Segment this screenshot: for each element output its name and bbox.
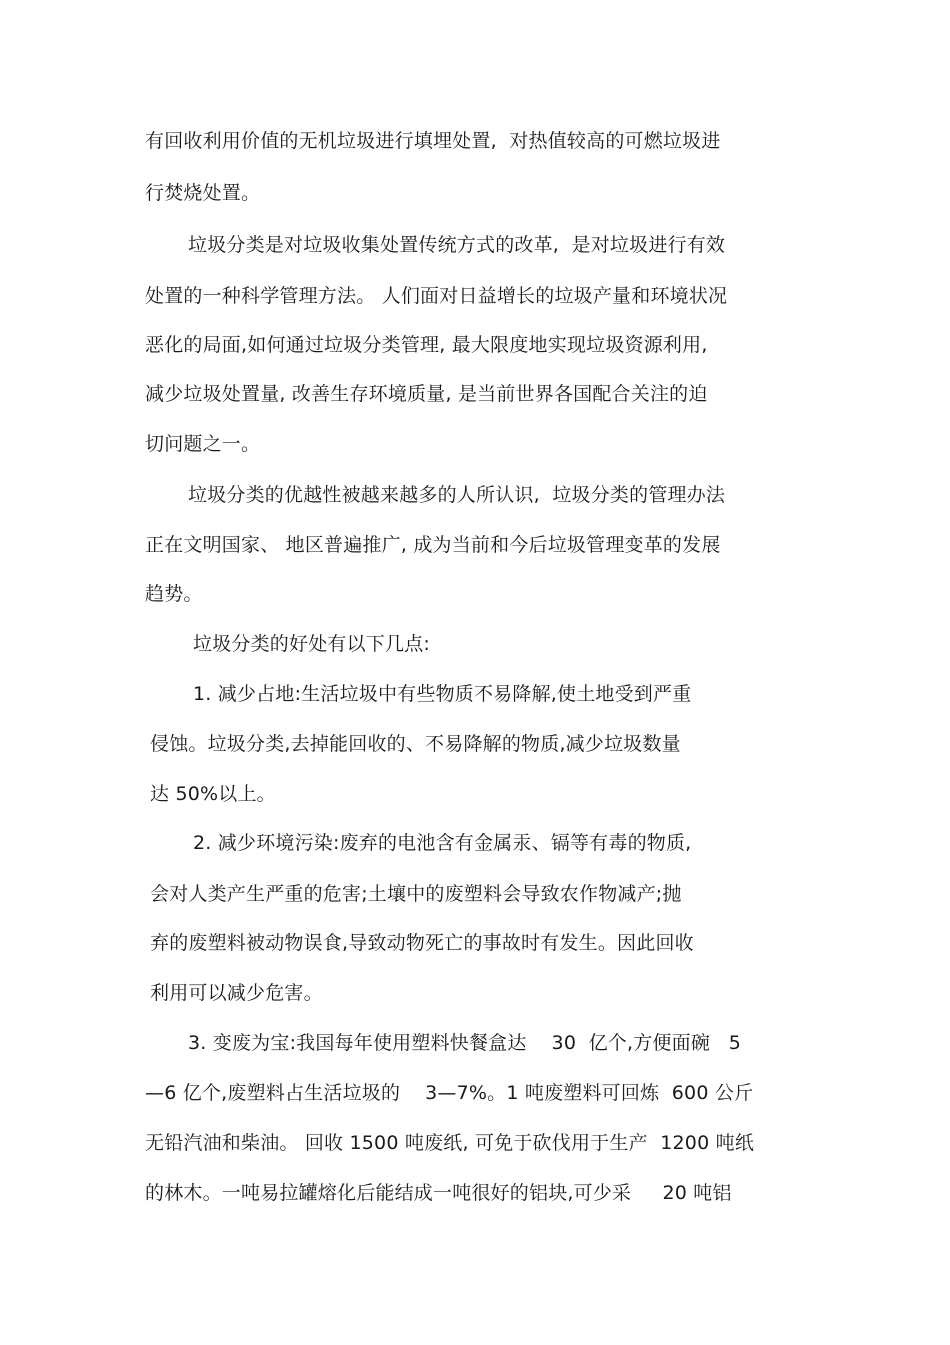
text-line: 减少垃圾处置量, 改善生存环境质量, 是当前世界各国配合关注的迫 <box>145 383 708 405</box>
list-heading: 垃圾分类的好处有以下几点: <box>193 633 431 655</box>
text-line: 正在文明国家、 地区普遍推广, 成为当前和今后垃圾管理变革的发展 <box>145 534 721 556</box>
text-line: 趋势。 <box>145 583 203 605</box>
text-line: 切问题之一。 <box>145 433 261 455</box>
text-line: 3. 变废为宝:我国每年使用塑料快餐盒达 30 亿个,方便面碗 5 <box>188 1032 742 1054</box>
text-line: 1. 减少占地:生活垃圾中有些物质不易降解,使土地受到严重 <box>193 683 692 705</box>
text-line: 垃圾分类是对垃圾收集处置传统方式的改革, 是对垃圾进行有效 <box>188 234 726 256</box>
text-line: 有回收利用价值的无机垃圾进行填埋处置, 对热值较高的可燃垃圾进 <box>145 130 721 152</box>
text-line: 侵蚀。垃圾分类,去掉能回收的、不易降解的物质,减少垃圾数量 <box>150 733 681 755</box>
text-line: 无铅汽油和柴油。 回收 1500 吨废纸, 可免于砍伐用于生产 1200 吨纸 <box>145 1132 755 1154</box>
text-line: —6 亿个,废塑料占生活垃圾的 3—7%。1 吨废塑料可回炼 600 公斤 <box>145 1082 754 1104</box>
text-line: 处置的一种科学管理方法。 人们面对日益增长的垃圾产量和环境状况 <box>145 285 728 307</box>
text-line: 2. 减少环境污染:废弃的电池含有金属汞、镉等有毒的物质, <box>193 832 692 854</box>
text-line: 弃的废塑料被动物误食,导致动物死亡的事故时有发生。因此回收 <box>150 932 694 954</box>
text-line: 垃圾分类的优越性被越来越多的人所认识, 垃圾分类的管理办法 <box>188 484 726 506</box>
text-line: 会对人类产生严重的危害;土壤中的废塑料会导致农作物减产;抛 <box>150 883 682 905</box>
text-line: 行焚烧处置。 <box>145 182 261 204</box>
text-line: 利用可以减少危害。 <box>150 982 323 1004</box>
text-line: 达 50%以上。 <box>150 783 276 805</box>
text-line: 恶化的局面,如何通过垃圾分类管理, 最大限度地实现垃圾资源利用, <box>145 334 708 356</box>
text-line: 的林木。一吨易拉罐熔化后能结成一吨很好的铝块,可少采 20 吨铝 <box>145 1182 732 1204</box>
